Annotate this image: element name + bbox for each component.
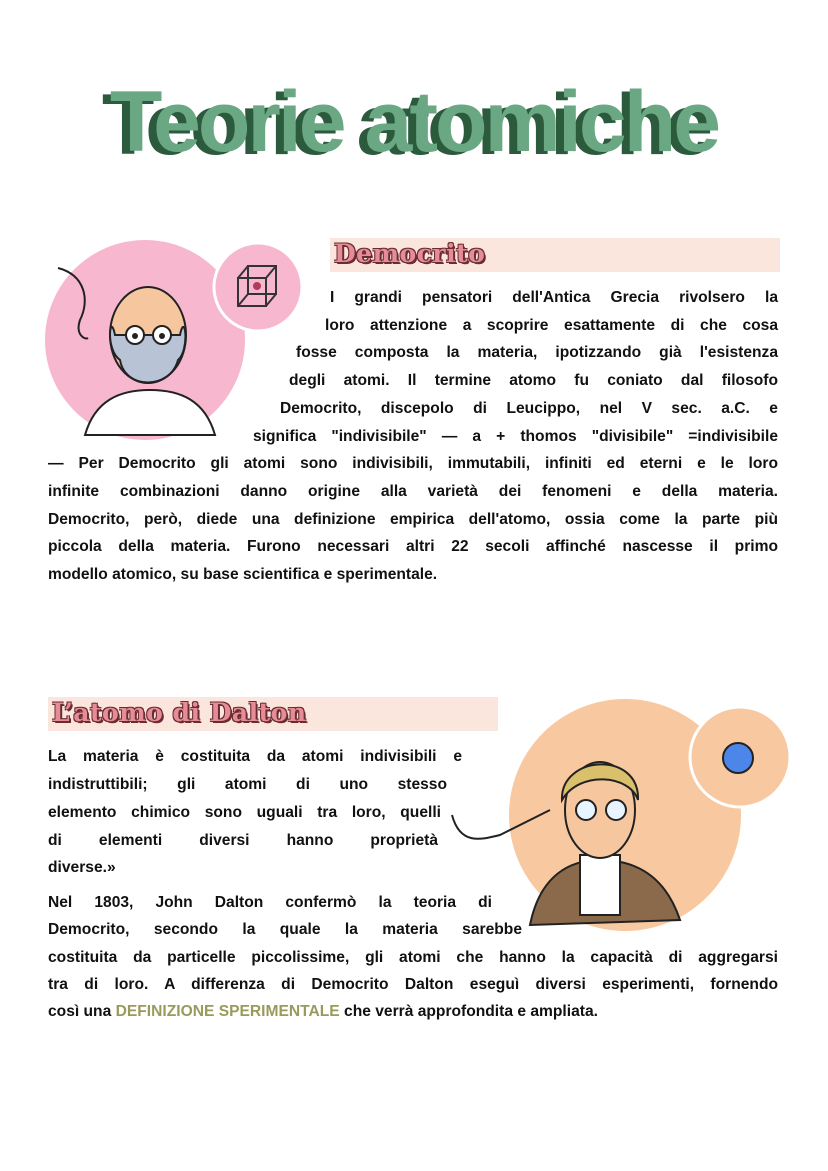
democrito-illustration	[40, 240, 310, 450]
dalton-line: Democrito, secondo la quale la materia sarebbe	[48, 921, 522, 938]
democrito-line: significa "indivisibile" — a + thomos "divisibile" =indivisibile	[253, 428, 778, 445]
democrito-line: degli atomi. Il termine atomo fu coniato dal filosofo	[289, 372, 778, 389]
democrito-line: infinite combinazioni danno origine alla varietà dei fenomeni e della materia.	[48, 483, 778, 500]
dalton-illustration	[440, 695, 800, 935]
democrito-heading-box	[330, 238, 780, 272]
dalton-line: Nel 1803, John Dalton confermò la teoria di	[48, 894, 492, 911]
democrito-line: piccola della materia. Furono necessari altri 22 secoli affinché nascesse il primo	[48, 538, 778, 555]
dalton-heading-box	[48, 697, 498, 731]
blue-atom-icon	[723, 743, 753, 773]
dalton-heading: L’atomo di Dalton	[52, 698, 307, 727]
democrito-line: Democrito, discepolo di Leucippo, nel V sec. a.C. e	[280, 400, 778, 417]
dalton-line: elemento chimico sono uguali tra loro, quelli	[48, 804, 441, 821]
democrito-line: fosse composta la materia, ipotizzando già l'esistenza	[296, 344, 778, 361]
dalton-line: costituita da particelle piccolissime, gli atomi che hanno la capacità di aggregarsi	[48, 949, 778, 966]
dalton-line: La materia è costituita da atomi indivisibili e	[48, 748, 462, 765]
democrito-line: — Per Democrito gli atomi sono indivisibili, immutabili, infiniti ed eterni e le loro	[48, 455, 778, 472]
dalton-line: indistruttibili; gli atomi di uno stesso	[48, 776, 447, 793]
highlighted-term: DEFINIZIONE SPERIMENTALE	[115, 1003, 340, 1020]
democrito-line: modello atomico, su base scientifica e sperimentale.	[48, 566, 438, 583]
democrito-line: loro attenzione a scoprire esattamente di che cosa	[325, 317, 778, 334]
dalton-line: diverse.»	[48, 859, 116, 876]
dalton-text: che verrà approfondita e ampliata.	[339, 1003, 598, 1020]
dalton-line	[48, 1002, 598, 1022]
dalton-line: di elementi diversi hanno proprietà	[48, 832, 438, 849]
page-title: Teorie atomiche	[109, 74, 719, 170]
democrito-line: Democrito, però, diede una definizione empirica dell'atomo, ossia come la parte più	[48, 511, 778, 528]
dalton-text: così una	[48, 1003, 116, 1020]
democrito-line: I grandi pensatori dell'Antica Grecia rivolsero la	[330, 289, 778, 306]
democrito-heading: Democrito	[334, 239, 486, 268]
dalton-line: tra di loro. A differenza di Democrito Dalton eseguì diversi esperimenti, fornendo	[48, 976, 778, 993]
